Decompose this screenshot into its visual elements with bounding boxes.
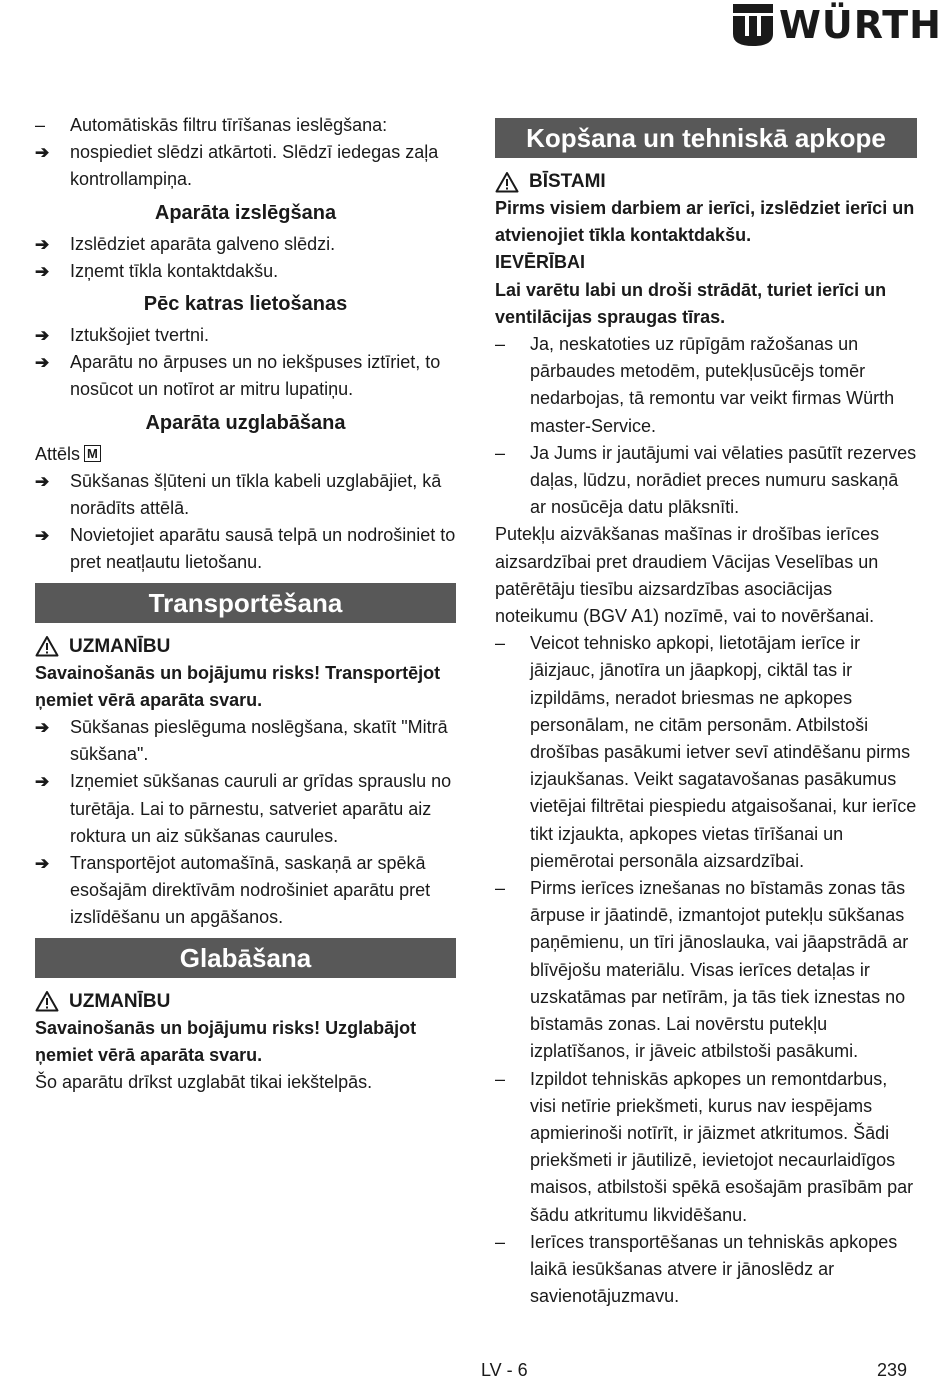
list-item: ➔ Iztukšojiet tvertni. — [35, 322, 456, 349]
list-item: ➔ Novietojiet aparātu sausā telpā un nodrošiniet to pret neatļautu lietošanu. — [35, 522, 456, 576]
figure-reference: Attēls M — [35, 441, 456, 468]
dash-marker: – — [495, 878, 506, 899]
list-item: – Ja Jums ir jautājumi vai vēlaties pasūtīt rezerves daļas, lūdzu, norādiet preces numuru saskaņā ar nosūcēja datu plāksnīti. — [495, 440, 917, 522]
subheading-after-use: Pēc katras lietošanas — [143, 293, 348, 316]
brand-name: WÜRTH — [778, 3, 942, 47]
danger-heading: BĪSTAMI — [495, 168, 917, 195]
list-item: – Ierīces transportēšanas un tehniskās apkopes laikā iesūkšanas atvere ir jānoslēdz ar savienotājuzmavu. — [495, 1229, 917, 1311]
arrow-right-icon: ➔ — [35, 234, 50, 254]
left-column — [35, 112, 456, 1096]
subheading-device-off: Aparāta izslēgšana — [154, 201, 337, 224]
list-item: – Izpildot tehniskās apkopes un remontdarbus, visi netīrie priekšmeti, kurus nav iespējams apmierinoši notīrīt, ir jāizmet atkritumos. Šādi priekšmeti ir jāutilizē, ievietojot necaurlaidīgos maisos, atbilstoši spēkā esošajām prasībām par šādu atkritumu likvidēšanu. — [495, 1066, 917, 1229]
arrow-right-icon: ➔ — [35, 718, 50, 738]
arrow-right-icon: ➔ — [35, 261, 50, 281]
list-item: ➔ Aparātu no ārpuses un no iekšpuses iztīriet, to nosūcot un notīrot ar mitru lupatiņu. — [35, 349, 456, 403]
wurth-logo — [733, 4, 942, 46]
figure-letter-badge: M — [84, 445, 101, 462]
list-item: ➔ Izņemiet sūkšanas cauruli ar grīdas sprauslu no turētāja. Lai to pārnestu, satveriet aparātu aiz roktura un aiz sūkšanas caurules. — [35, 768, 456, 850]
warning-triangle-icon — [495, 171, 519, 193]
warning-heading: UZMANĪBU — [35, 988, 456, 1015]
list-item: ➔ Sūkšanas pieslēguma noslēgšana, skatīt "Mitrā sūkšana". — [35, 714, 456, 768]
list-item: ➔ nospiediet slēdzi atkārtoti. Slēdzī iedegas zaļa kontrollampiņa. — [35, 139, 456, 193]
list-item: ➔ Izņemt tīkla kontaktdakšu. — [35, 258, 456, 285]
footer-section-label: LV - 6 — [481, 1360, 528, 1380]
list-item: – Ja, neskatoties uz rūpīgām ražošanas un pārbaudes metodēm, putekļusūcējs tomēr nedarbojas, tā remontu var veikt firmas Würth master-Service. — [495, 331, 917, 440]
notice-text: Lai varētu labi un droši strādāt, turiet ierīci un ventilācijas spraugas tīras. — [495, 279, 887, 327]
list-item: – Pirms ierīces iznešanas no bīstamās zonas tās ārpuse ir jāatindē, izmantojot putekļu sūkšanas paņēmienu, un tīri jānoslauka, vai jāapstrādā ar blīvējošu materiālu. Visas ierīces detaļas ir uzskatāmas par netīrām, ja tās tiek iznestas no bīstamās zonas. Lai novērstu putekļu izplatīšanos, ir jāveic atbilstoši pasākumi. — [495, 875, 917, 1065]
arrow-right-icon: ➔ — [35, 471, 50, 491]
subheading-device-storage: Aparāta uzglabāšana — [145, 411, 346, 434]
dash-marker: – — [495, 633, 506, 654]
dash-marker: – — [495, 442, 506, 463]
arrow-right-icon: ➔ — [35, 353, 50, 373]
dash-marker: – — [495, 1231, 506, 1252]
storage-text: Šo aparātu drīkst uzglabāt tikai iekštelpās. — [35, 1072, 373, 1093]
arrow-right-icon: ➔ — [35, 772, 50, 792]
list-item: ➔ Transportējot automašīnā, saskaņā ar spēkā esošajām direktīvām nodrošiniet aparātu pret izslīdēšanu un apgāšanos. — [35, 850, 456, 932]
section-banner-transport: Transportēšana — [35, 583, 456, 623]
body-paragraph: Putekļu aizvākšanas mašīnas ir drošības ierīces aizsardzībai pret draudiem Vācijas Veselības un patērētāju tiesību aizsardzības asociācijas noteikumu (BGV A1) nozīmē, vai to novēršanai. — [495, 524, 880, 627]
dash-marker: – — [35, 115, 46, 135]
list-item: – Veicot tehnisko apkopi, lietotājam ierīce ir jāizjauc, jānotīra un jāapkopj, ciktāl tas ir izpildāms, neradot briesmas ne apkopes personālam, ne citām personām. Atbilstoši drošības pasākumi ietver sevī atindēšanu pirms izjaukšanas. Veikt sagatavošanas pasākumus vietējai filtrētai piespiedu atgaisošanai, kur ierīce tikt izjaukta, apkopes vietas tīrīšanai un piemērotai personāla aizsardzībai. — [495, 630, 917, 875]
right-column — [495, 112, 917, 1310]
dash-marker: – — [495, 334, 506, 355]
wurth-logo-icon — [733, 4, 773, 46]
page-number: 239 — [877, 1360, 908, 1380]
arrow-right-icon: ➔ — [35, 326, 50, 346]
dash-marker: – — [495, 1068, 506, 1089]
section-banner-storage: Glabāšana — [35, 938, 456, 978]
warning-heading: UZMANĪBU — [35, 633, 456, 660]
arrow-right-icon: ➔ — [35, 526, 50, 546]
list-item: ➔ Sūkšanas šļūteni un tīkla kabeli uzglabājiet, kā norādīts attēlā. — [35, 468, 456, 522]
list-item: – Automātiskās filtru tīrīšanas ieslēgšana: — [35, 112, 456, 139]
section-banner-maintenance: Kopšana un tehniskā apkope — [495, 118, 917, 158]
warning-text: Savainošanās un bojājumu risks! Transportējot ņemiet vērā aparāta svaru. — [35, 662, 441, 710]
notice-heading: IEVĒRĪBAI — [495, 252, 586, 273]
danger-text: Pirms visiem darbiem ar ierīci, izslēdziet ierīci un atvienojiet tīkla kontaktdakšu. — [495, 198, 915, 246]
warning-text: Savainošanās un bojājumu risks! Uzglabājot ņemiet vērā aparāta svaru. — [35, 1017, 417, 1065]
arrow-right-icon: ➔ — [35, 854, 50, 874]
warning-triangle-icon — [35, 990, 59, 1012]
list-item: ➔ Izslēdziet aparāta galveno slēdzi. — [35, 231, 456, 258]
arrow-right-icon: ➔ — [35, 143, 50, 163]
warning-triangle-icon — [35, 635, 59, 657]
